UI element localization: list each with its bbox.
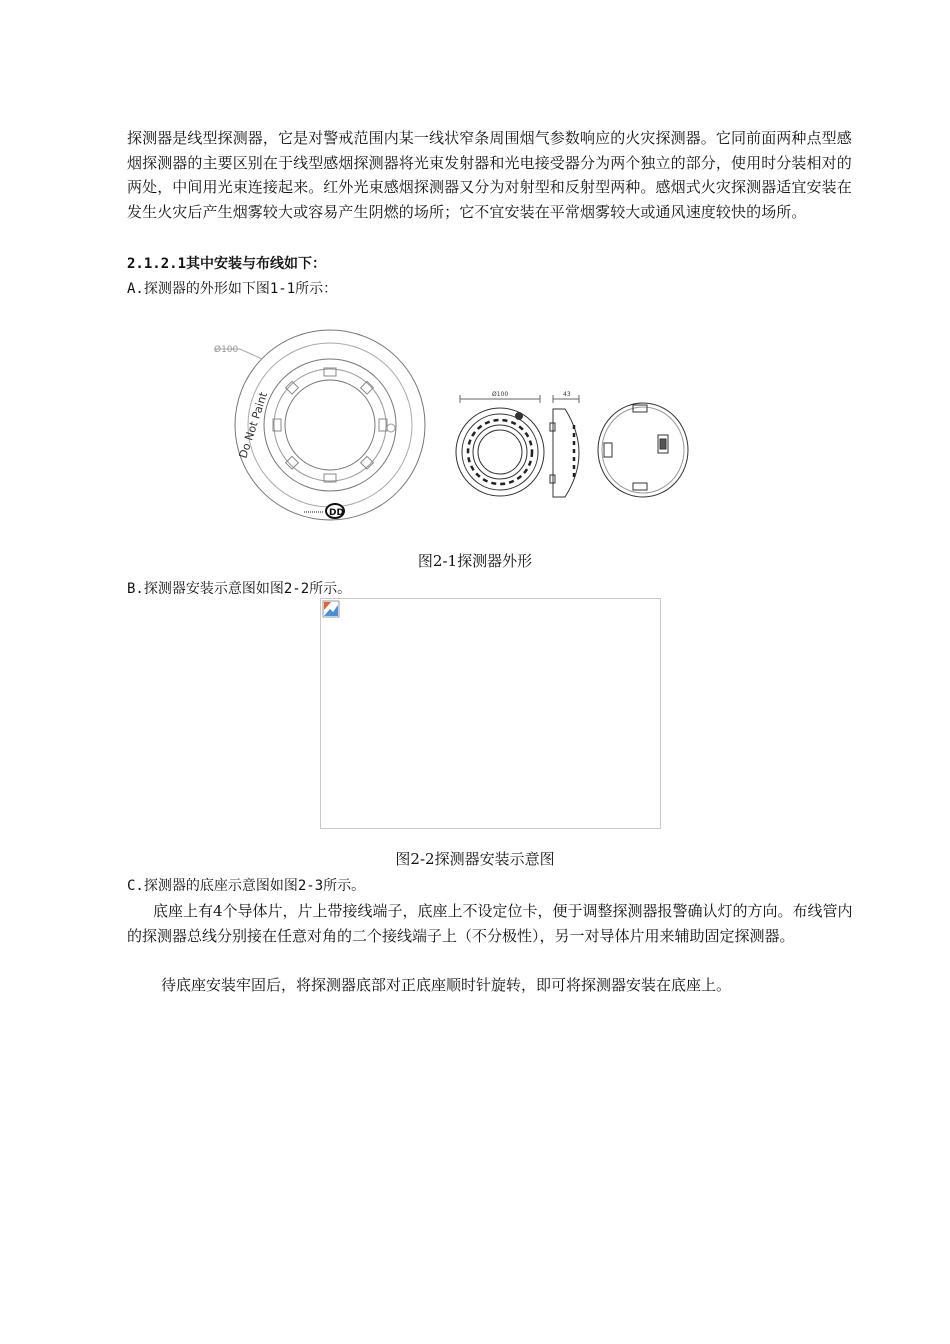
detector-base-view — [598, 403, 688, 497]
do-not-paint-label: Do Not Paint — [236, 390, 271, 460]
detector-outline-figure — [200, 325, 700, 530]
detector-side-view — [550, 395, 579, 497]
installation-diagram-placeholder — [320, 598, 661, 829]
intro-paragraph: 探测器是线型探测器，它是对警戒范围内某一线状窄条周围烟气参数响应的火灾探测器。它同前面两种点型感烟探测器的主要区别在于线型感烟探测器将光束发射器和光电接受器分为两个独立的部分，使用时分装相对的两处，中间用光束连接起来。红外光束感烟探测器又分为对射型和反射型两种。感烟式火灾探测器适宜安装在发生火灾后产生烟雾较大或容易产生阴燃的场所；它不宜安装在平常烟雾较大或通风速度较快的场所。 — [127, 129, 852, 221]
item-c-text: C.探测器的底座示意图如图2-3所示。 — [127, 878, 366, 894]
side-dimension-label: 43 — [563, 391, 571, 398]
figure-2-1-caption: 图2-1探测器外形 — [417, 552, 533, 570]
section-heading: 2.1.2.1其中安装与布线如下： — [127, 256, 327, 272]
svg-text:DD: DD — [329, 508, 344, 518]
figure-2-2-caption: 图2-2探测器安装示意图 — [395, 850, 555, 868]
base-description-paragraph: 底座上有4个导体片，片上带接线端子，底座上不设定位卡，便于调整探测器报警确认灯的方向。布线管内的探测器总线分别接在任意对角的二个接线端子上（不分极性），另一对导体片用来辅助固定探测器。 — [127, 902, 853, 945]
detector-front-view — [456, 395, 544, 496]
front-dimension-label: Ø100 — [492, 391, 509, 398]
diameter-label: Ø100 — [214, 345, 239, 355]
brand-logo — [304, 504, 344, 518]
broken-image-icon — [322, 600, 340, 618]
mounting-instruction-paragraph: 待底座安装牢固后，将探测器底部对正底座顺时针旋转，即可将探测器安装在底座上。 — [161, 976, 732, 994]
item-b-text: B.探测器安装示意图如图2-2所示。 — [127, 581, 352, 597]
item-a-text: A.探测器的外形如下图1-1所示： — [127, 281, 338, 297]
